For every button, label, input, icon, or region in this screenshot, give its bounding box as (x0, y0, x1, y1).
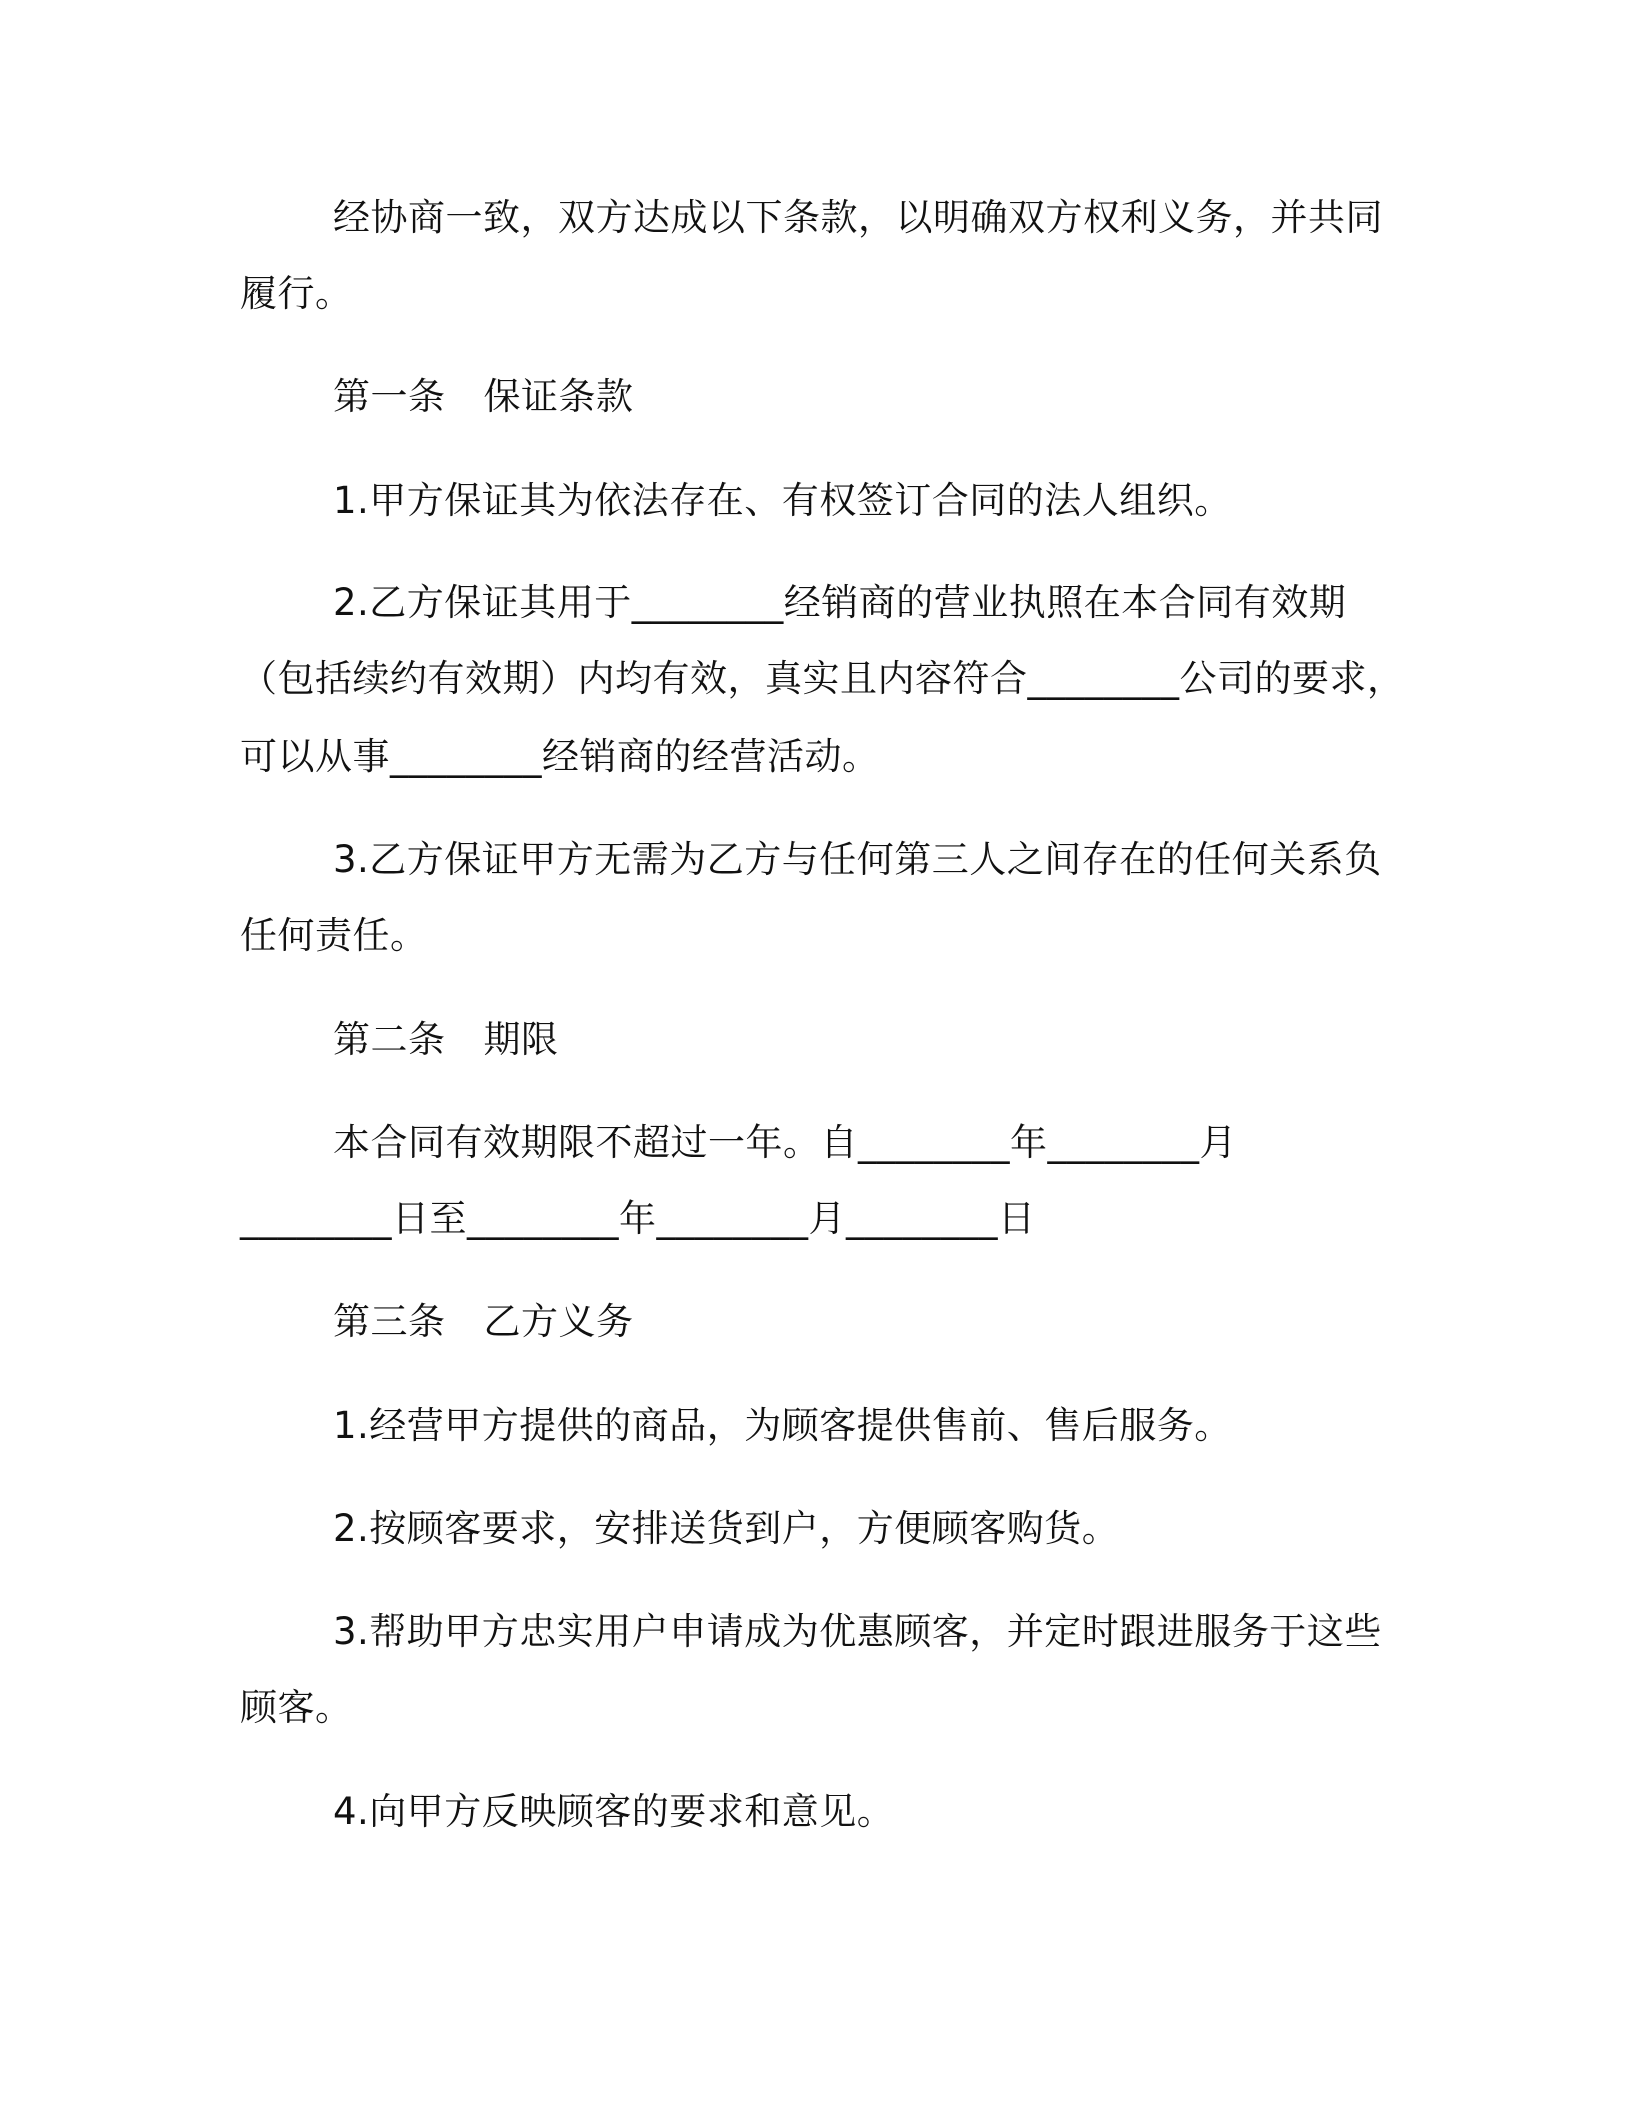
intro-line-1: 经协商一致，双方达成以下条款，以明确双方权利义务，并共同 (333, 196, 1383, 239)
article-3-clause-1: 1.经营甲方提供的商品，为顾客提供售前、售后服务。 (333, 1404, 1232, 1447)
article-3-number: 第三条 (333, 1300, 446, 1343)
article-1-number: 第一条 (333, 375, 446, 418)
article-3-clause-3-line-2: 顾客。 (240, 1686, 353, 1729)
article-3-clause-2: 2.按顾客要求，安排送货到户，方便顾客购货。 (333, 1507, 1120, 1550)
intro-line-2: 履行。 (240, 272, 353, 315)
article-3-heading (333, 1296, 634, 1348)
article-3-clause-4: 4.向甲方反映顾客的要求和意见。 (333, 1790, 895, 1833)
article-2-term-line-2: ________日至________年________月________日 (240, 1197, 1036, 1240)
article-1-clause-1: 1.甲方保证其为依法存在、有权签订合同的法人组织。 (333, 479, 1232, 522)
article-1-clause-3-line-2: 任何责任。 (240, 914, 428, 957)
article-2-number: 第二条 (333, 1018, 446, 1061)
article-2-title: 期限 (483, 1018, 559, 1061)
article-3-clause-3-line-1: 3.帮助甲方忠实用户申请成为优惠顾客，并定时跟进服务于这些 (333, 1610, 1382, 1653)
article-3-title: 乙方义务 (483, 1300, 634, 1343)
article-2-heading (333, 1014, 559, 1066)
article-1-clause-2-line-2: （包括续约有效期）内均有效，真实且内容符合________公司的要求， (240, 657, 1405, 700)
article-1-title: 保证条款 (483, 375, 634, 418)
article-1-clause-3-line-1: 3.乙方保证甲方无需为乙方与任何第三人之间存在的任何关系负 (333, 838, 1382, 881)
article-1-clause-2-line-3: 可以从事________经销商的经营活动。 (240, 735, 880, 778)
article-1-clause-2-line-1: 2.乙方保证其用于________经销商的营业执照在本合同有效期 (333, 581, 1347, 624)
article-2-term-line-1: 本合同有效期限不超过一年。自________年________月 (333, 1121, 1237, 1164)
article-1-heading (333, 371, 634, 423)
